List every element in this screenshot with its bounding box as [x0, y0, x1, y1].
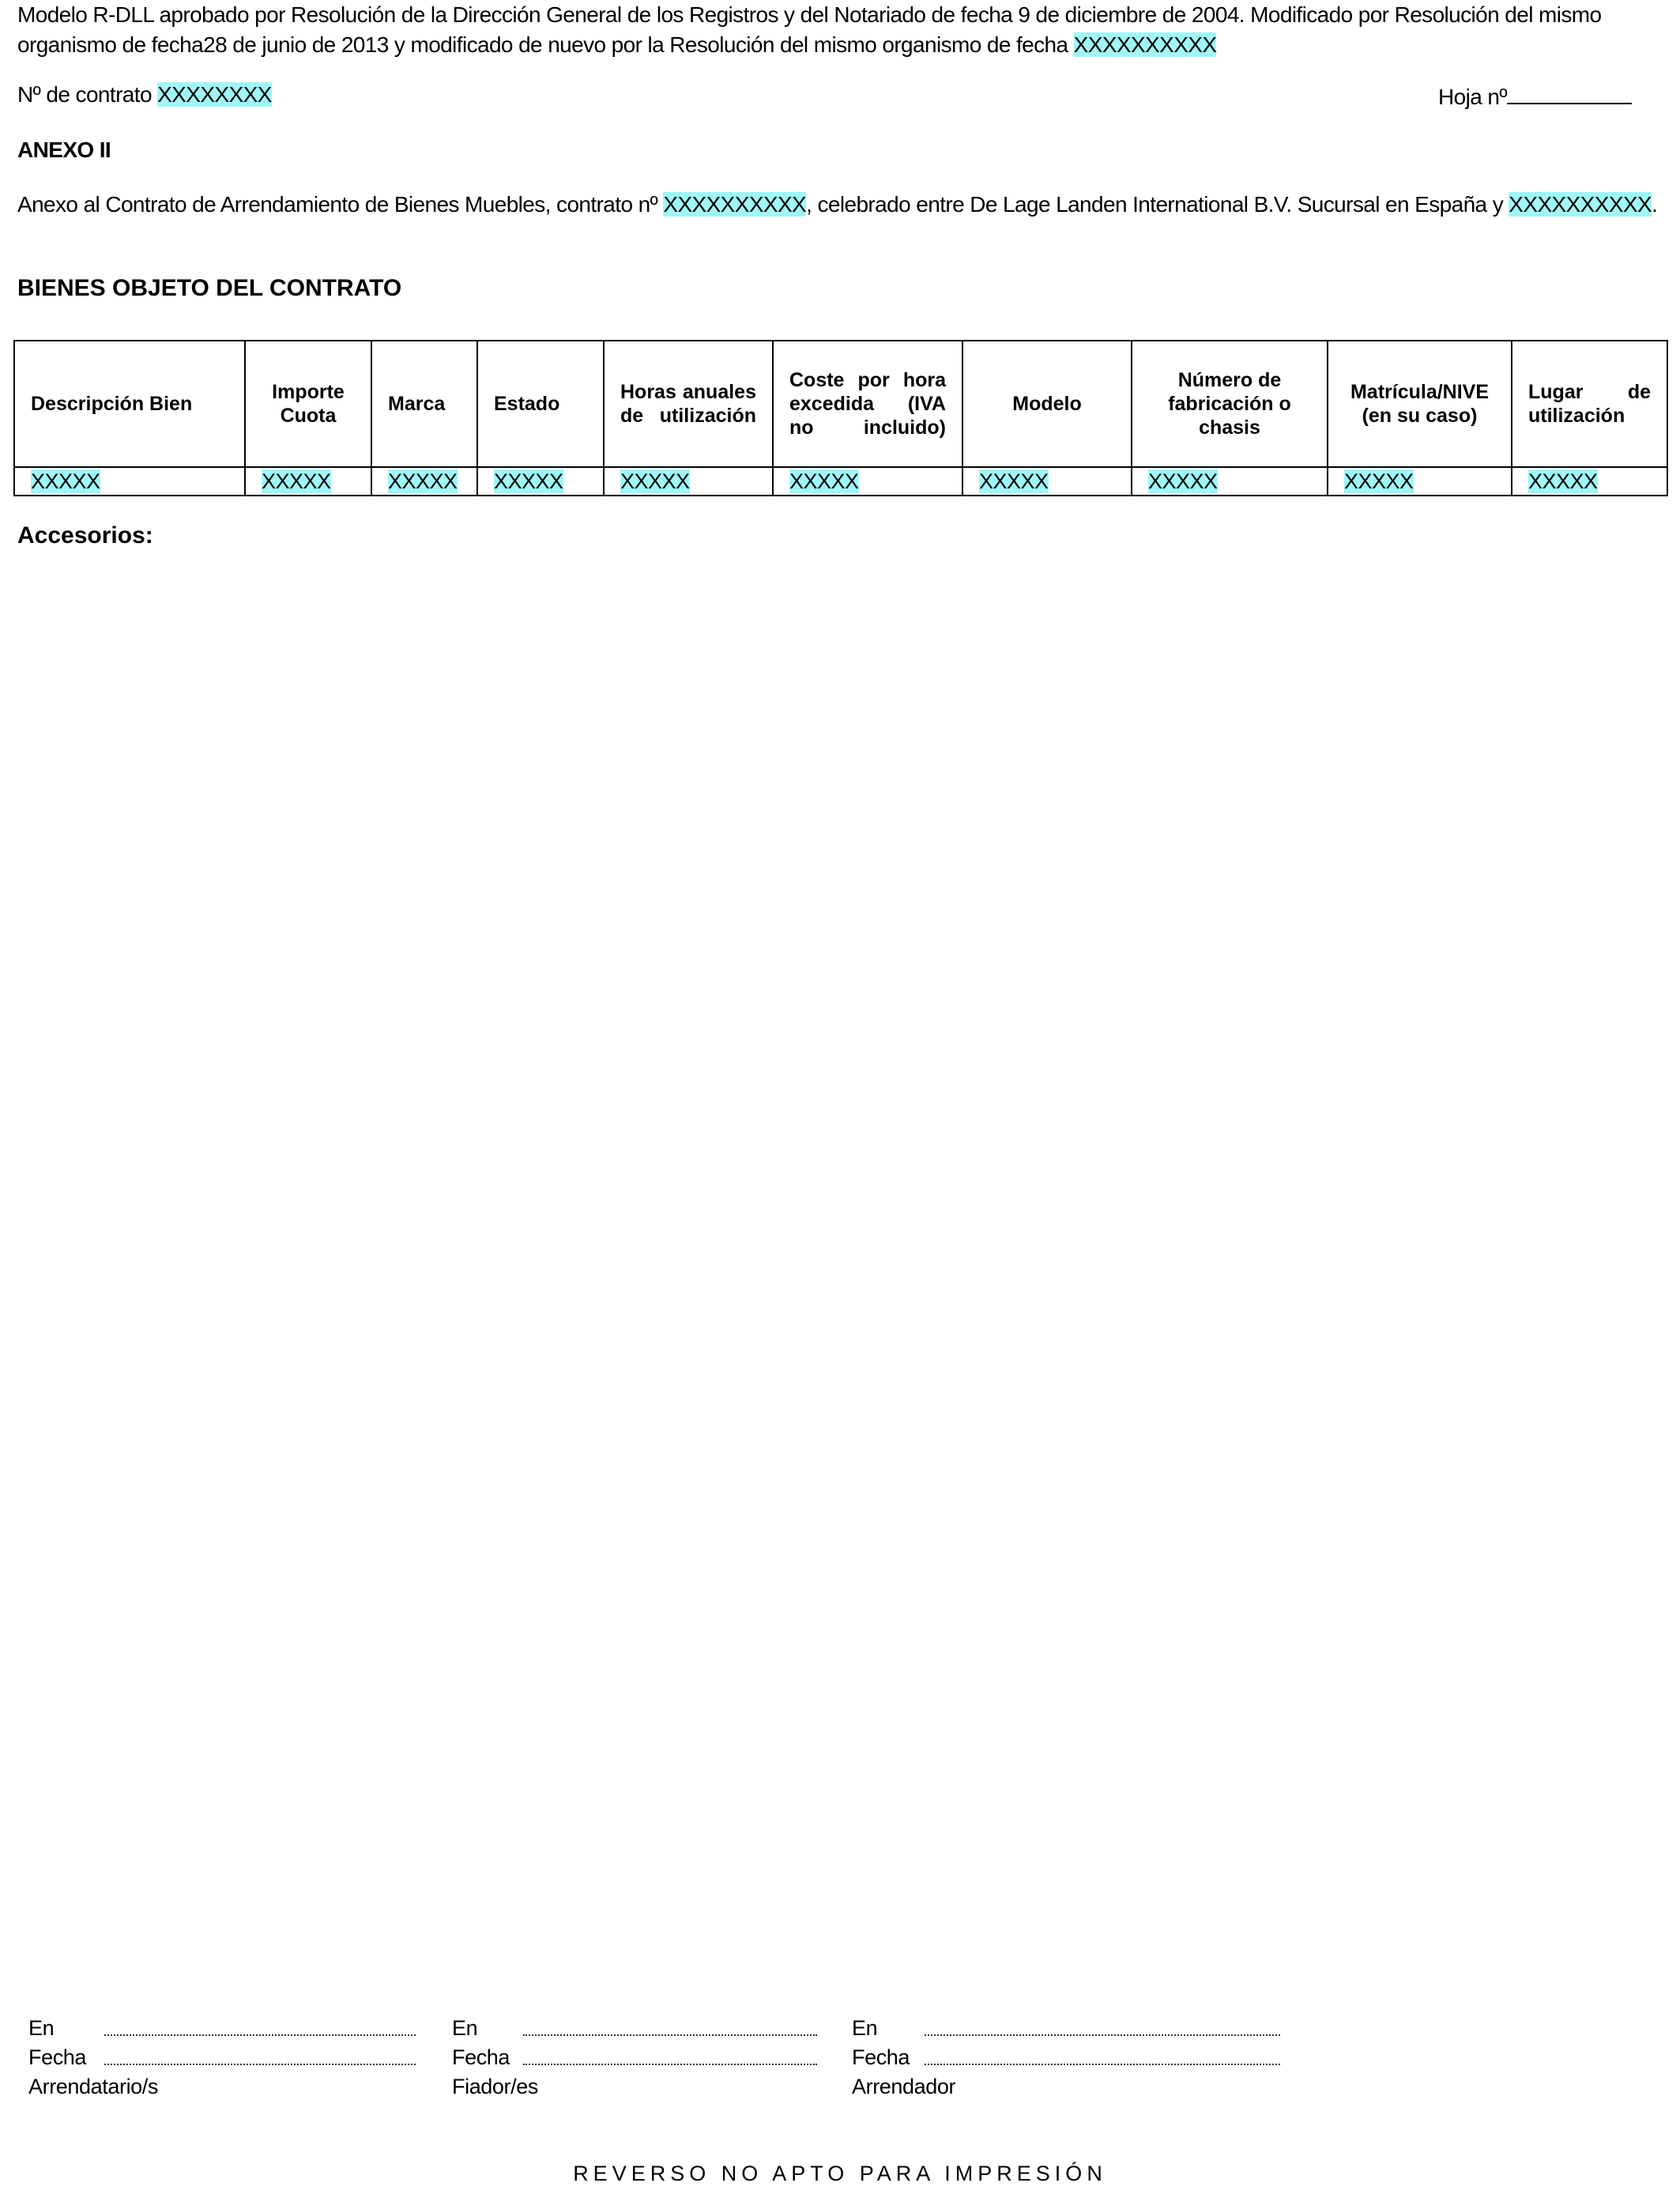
- table-cell: [1328, 467, 1512, 496]
- print-notice: REVERSO NO APTO PARA IMPRESIÓN: [573, 2162, 1107, 2185]
- sig-role-row: [452, 2072, 538, 2102]
- cell-placeholder: XXXXX: [388, 469, 458, 493]
- annex-text-1: Anexo al Contrato de Arrendamiento de Bienes Muebles, contrato nº: [17, 192, 664, 217]
- intro-text: Modelo R-DLL aprobado por Resolución de la Dirección General de los Registros y del Notariado de fecha 9 de diciembre de 2004. Modificado por Resolución del mismo organismo de fecha28 de junio de 2013 y modificado de nuevo por la Resolución del mismo organismo de fecha: [17, 2, 1602, 57]
- cell-placeholder: XXXXX: [1344, 469, 1414, 493]
- annex-text-3: .: [1652, 192, 1658, 217]
- sig-role-label: Arrendador: [852, 2075, 956, 2098]
- sig-fecha-row: [852, 2043, 955, 2072]
- sig-fecha-row: [452, 2043, 538, 2072]
- cell-placeholder: XXXXX: [1528, 469, 1598, 493]
- header-coste: Coste por hora excedida (IVA no incluido): [773, 341, 962, 467]
- sig-role-row: [28, 2072, 158, 2102]
- cell-placeholder: XXXXX: [494, 469, 563, 493]
- contract-number-label: Nº de contrato: [17, 82, 158, 107]
- table-cell: [245, 467, 371, 496]
- sig-en-row: [28, 2014, 158, 2043]
- accessories-label: Accesorios:: [17, 522, 153, 548]
- table-cell: [477, 467, 604, 496]
- table-cell: [14, 467, 245, 496]
- annex-paragraph: [17, 192, 1657, 217]
- sig-role-row: [852, 2072, 955, 2102]
- sig-en-label: En: [452, 2016, 478, 2040]
- contract-number-placeholder: XXXXXXXX: [157, 82, 272, 107]
- sig-en-row: [452, 2014, 538, 2043]
- table-header-row: [14, 341, 1667, 467]
- sig-fecha-row: [28, 2043, 158, 2072]
- contract-number-line: [17, 82, 272, 107]
- cell-placeholder: XXXXX: [1148, 469, 1218, 493]
- header-horas: Horas anuales de utilización: [604, 341, 773, 467]
- sig-en-label: En: [28, 2016, 55, 2040]
- signature-block-arrendador: [852, 2014, 955, 2102]
- sig-en-line: [925, 2034, 1280, 2036]
- goods-table: [13, 340, 1668, 496]
- sig-fecha-label: Fecha: [852, 2045, 910, 2069]
- header-matricula: Matrícula/NIVE (en su caso): [1328, 341, 1512, 467]
- cell-placeholder: XXXXX: [979, 469, 1049, 493]
- sig-fecha-label: Fecha: [452, 2045, 510, 2069]
- sig-en-line: [104, 2034, 416, 2036]
- table-cell: [773, 467, 962, 496]
- header-marca: Marca: [371, 341, 477, 467]
- cell-placeholder: XXXXX: [620, 469, 690, 493]
- sig-fecha-line: [104, 2064, 416, 2065]
- header-lugar: Lugar de utilización: [1512, 341, 1667, 467]
- header-descripcion: Descripción Bien: [14, 341, 245, 467]
- signature-block-arrendatario: [28, 2014, 158, 2102]
- sig-role-label: Arrendatario/s: [28, 2075, 158, 2098]
- annex-party-placeholder: XXXXXXXXXX: [1509, 192, 1652, 217]
- header-importe: Importe Cuota: [245, 341, 371, 467]
- table-cell: [604, 467, 773, 496]
- annex-title: ANEXO II: [17, 138, 111, 162]
- table-cell: [1132, 467, 1328, 496]
- table-cell: [371, 467, 477, 496]
- sig-fecha-line: [925, 2064, 1280, 2065]
- header-estado: Estado: [477, 341, 604, 467]
- sig-fecha-label: Fecha: [28, 2045, 87, 2069]
- cell-placeholder: XXXXX: [31, 469, 100, 493]
- cell-placeholder: XXXXX: [262, 469, 331, 493]
- annex-contract-placeholder: XXXXXXXXXX: [663, 192, 807, 217]
- sig-fecha-line: [523, 2064, 817, 2065]
- sheet-number-blank: [1507, 82, 1632, 104]
- sig-en-line: [523, 2034, 817, 2036]
- sheet-number-label: Hoja nº: [1438, 85, 1507, 109]
- header-numero-fabricacion: Número de fabricación o chasis: [1132, 341, 1328, 467]
- goods-section-title: BIENES OBJETO DEL CONTRATO: [17, 275, 402, 301]
- header-modelo: Modelo: [962, 341, 1132, 467]
- sig-en-row: [852, 2014, 955, 2043]
- table-cell: [1512, 467, 1667, 496]
- sig-role-label: Fiador/es: [452, 2075, 538, 2098]
- cell-placeholder: XXXXX: [789, 469, 859, 493]
- table-cell: [962, 467, 1132, 496]
- table-row: [14, 467, 1667, 496]
- intro-date-placeholder: XXXXXXXXXX: [1073, 32, 1217, 57]
- annex-text-2: , celebrado entre De Lage Landen International B.V. Sucursal en España y: [806, 192, 1509, 217]
- signature-block-fiador: [452, 2014, 538, 2102]
- sheet-number: [1438, 82, 1632, 110]
- intro-paragraph: [17, 0, 1661, 60]
- sig-en-label: En: [852, 2016, 878, 2040]
